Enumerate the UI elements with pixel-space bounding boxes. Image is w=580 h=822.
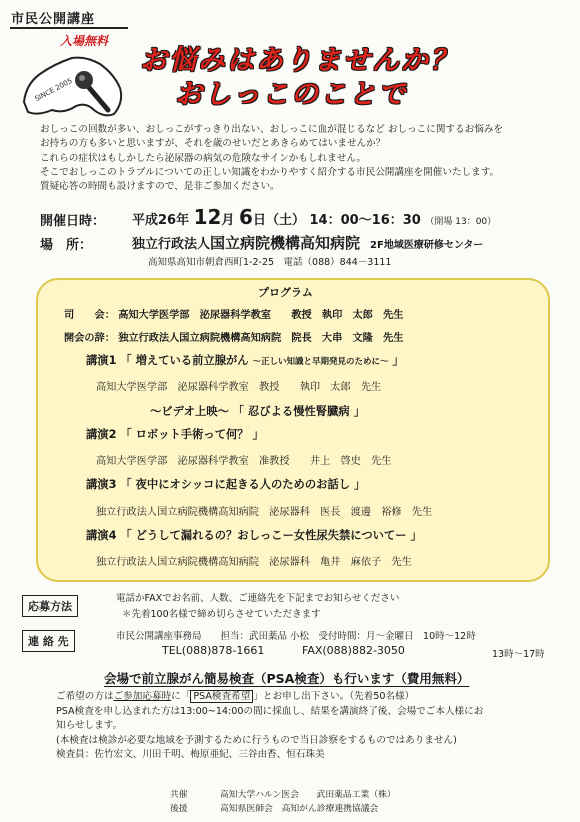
- chair-name: 高知大学医学部 泌尿器科学教室 教授 執印 太郎 先生: [118, 310, 404, 321]
- talk1-close: 」: [392, 354, 404, 367]
- headline-line2: おしっこのことで: [175, 79, 407, 110]
- application-line2: ＊先着100名様で締め切らさせていただきます: [122, 609, 321, 620]
- date-era: 平成26年: [132, 213, 190, 228]
- place-label: 場 所：: [40, 238, 93, 253]
- intro-line: これらの症状はもしかしたら泌尿器の病気の危険なサインかもしれません。: [40, 152, 367, 164]
- date-day: 6: [239, 205, 253, 229]
- exam-note-text: 」とお申し出下さい。（先着50名様）: [253, 691, 415, 702]
- exam-note-text: に「: [171, 691, 191, 702]
- psa-exam-notes: [56, 690, 556, 763]
- exam-note-line: [56, 690, 556, 705]
- opening-speaker: 独立行政法人国立病院機構高知病院 院長 大串 文隆 先生: [118, 333, 404, 344]
- talk3-title: 講演3 「 夜中にオシッコに起きる人のためのお話し 」: [86, 478, 366, 491]
- support-label: 後援: [170, 804, 188, 814]
- host-label: 共催: [170, 790, 188, 800]
- talk4-speaker: 独立行政法人国立病院機構高知病院 泌尿器科 亀井 麻依子 先生: [96, 557, 412, 568]
- contact-office: 市民公開講座事務局 担当：武田薬品 小松 受付時間：月～金曜日 10時～12時: [116, 631, 476, 642]
- exam-note-line: (本検査は検診が必要な地域を予測するために行うもので当日診察をするものではありません): [56, 734, 457, 746]
- video-title: ～ビデオ上映～ 「 忍びよる慢性腎臓病 」: [150, 405, 365, 418]
- event-date: [132, 205, 496, 229]
- exam-note-text: ご希望の方は: [56, 691, 114, 702]
- application-label: 応募方法: [22, 595, 78, 617]
- date-label: 開催日時：: [40, 214, 106, 229]
- date-month-unit: 月: [221, 213, 235, 228]
- place-room: 2F地域医療研修センター: [370, 240, 484, 251]
- divider: [10, 27, 128, 29]
- exam-note-line: PSA検査を申し込まれた方は13:00~14:00の間に採血し、結果を講演終了後、会場でご本人様にお: [56, 705, 484, 717]
- event-time: 14：00～16：30: [309, 213, 421, 228]
- door-open-time: （開場 13：00）: [425, 217, 497, 227]
- contact-fax: FAX(088)882-3050: [302, 644, 405, 657]
- headline-line1: お悩みはありませんか？: [140, 45, 459, 76]
- free-entry-label: 入場無料: [60, 34, 109, 48]
- talk2-speaker: 高知大学医学部 泌尿器科学教室 准教授 井上 啓史 先生: [96, 456, 392, 467]
- event-badge: 市民公開講座: [11, 12, 96, 27]
- exam-note-line: 知らせします。: [56, 720, 123, 731]
- venue-address: 高知県高知市朝倉西町1-2-25 電話（088）844－3111: [148, 257, 392, 268]
- program-title: プログラム: [258, 286, 313, 299]
- opening-label: 開会の辞：: [64, 333, 115, 344]
- logo-since-text: SINCE 2005: [33, 76, 74, 104]
- psa-exam-title: 会場で前立腺がん簡易検査（PSA検査）も行います（費用無料）: [104, 671, 470, 686]
- chair-row: [64, 306, 403, 321]
- host-names: 高知大学ハルン医会 武田薬品工業（株）: [220, 790, 396, 800]
- opening-row: [64, 329, 403, 344]
- talk1-text: 講演1 「 増えている前立腺がん: [86, 354, 249, 367]
- contact-label: 連 絡 先: [22, 630, 75, 652]
- date-month: 12: [193, 205, 222, 229]
- place-prefix: 独立行政法人: [132, 237, 211, 252]
- contact-hours-pm: 13時～17時: [492, 649, 545, 660]
- intro-line: そこでおしっこのトラブルについての正しい知識をわかりやすく紹介する市民公開講座を開催いたします。: [40, 166, 500, 178]
- event-place: [132, 232, 483, 253]
- intro-line: 質疑応答の時間も設けますので、是非ご参加ください。: [40, 181, 280, 193]
- talk1-speaker: 高知大学医学部 泌尿器科学教室 教授 執印 太郎 先生: [96, 382, 382, 393]
- date-day-unit: 日（土）: [252, 213, 305, 228]
- intro-text: [40, 123, 560, 194]
- logo-kochi-map-microphone: [16, 44, 136, 134]
- application-line1: 電話かFAXでお名前、人数、ご連絡先を下記までお知らせください: [116, 593, 400, 604]
- talk3-speaker: 独立行政法人国立病院機構高知病院 泌尿器科 医長 渡邊 裕修 先生: [96, 507, 433, 518]
- exam-note-emphasis: ご参加応募時: [113, 691, 172, 702]
- psa-request-keyword: PSA検査希望: [190, 690, 253, 703]
- exam-note-line: 検査員：佐竹宏文、川田千明、梅原亜紀、三谷由香、恒石珠美: [56, 749, 325, 760]
- intro-line: おしっこの回数が多い、おしっこがすっきり出ない、おしっこに血が混じるなど おしっこに関するお悩みを: [40, 124, 503, 135]
- talk4-title: 講演4 「 どうして漏れるの？おしっこー女性尿失禁についてー 」: [86, 529, 422, 542]
- support-names: 高知県医師会 高知がん診療連携協議会: [220, 804, 379, 814]
- talk1-subtitle: ～正しい知識と早期発見のために～: [252, 357, 389, 367]
- intro-line: お持ちの方も多いと思いますが、それを歳のせいだとあきらめてはいませんか？: [40, 138, 386, 150]
- talk1-title: [86, 352, 404, 368]
- contact-tel: TEL(088)878-1661: [162, 644, 265, 657]
- talk2-title: 講演2 「 ロボット手術って何？ 」: [86, 428, 264, 441]
- place-organization: 国立病院機構高知病院: [210, 234, 361, 252]
- chair-label: 司 会：: [64, 310, 115, 321]
